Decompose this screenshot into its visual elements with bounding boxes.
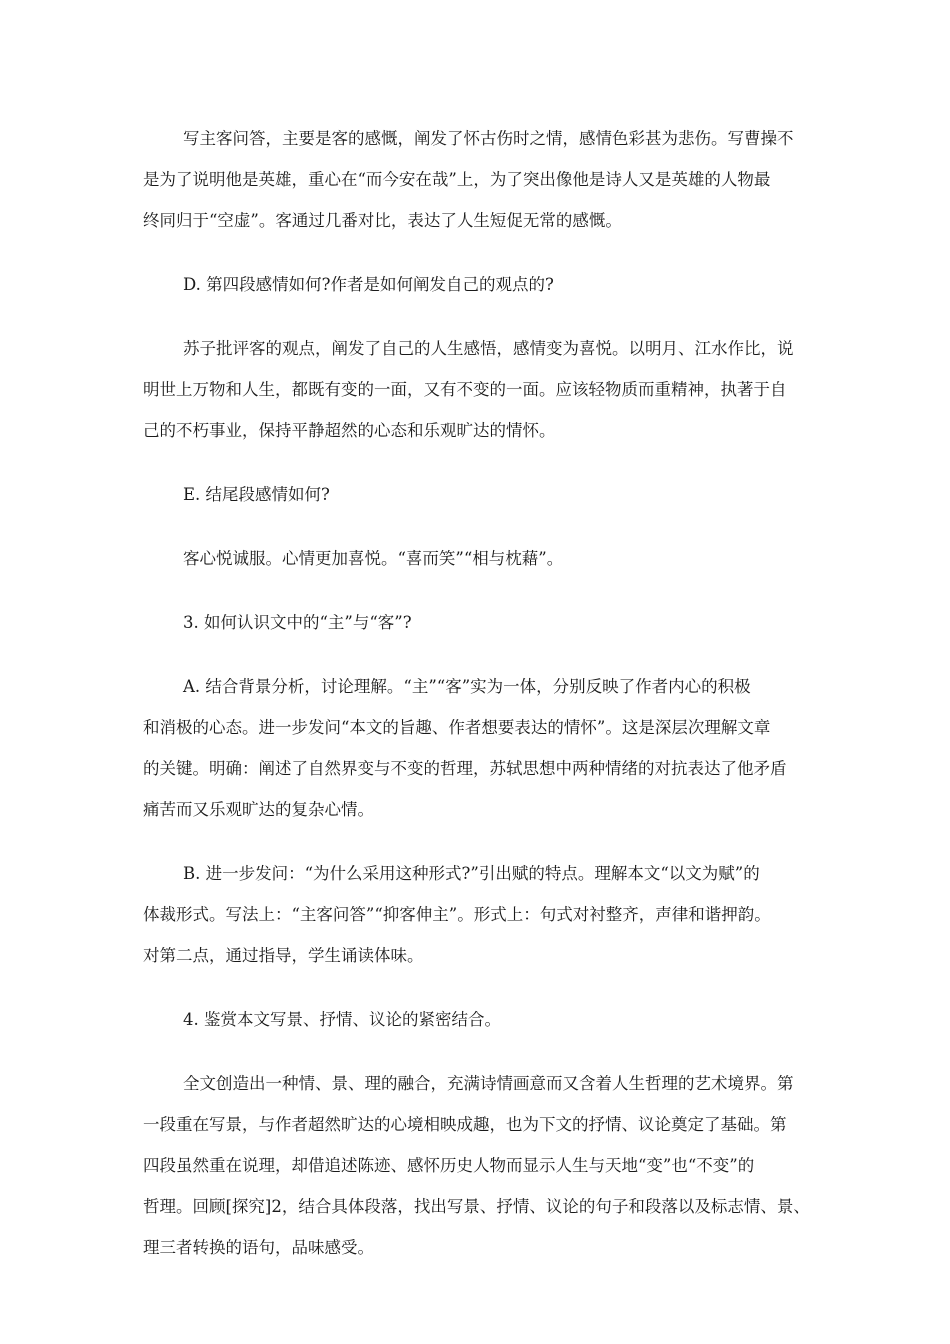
text-line: 苏子批评客的观点，阐发了自己的人生感悟，感情变为喜悦。以明月、江水作比，说 bbox=[183, 339, 794, 358]
text-line: 四段虽然重在说理，却借追述陈迹、感怀历史人物而显示人生与天地“变”也“不变”的 bbox=[143, 1156, 755, 1175]
paragraph-gap bbox=[143, 830, 823, 853]
text-line: 理三者转换的语句，品味感受。 bbox=[143, 1238, 374, 1257]
answer-3b bbox=[143, 853, 823, 976]
paragraph-gap bbox=[143, 1040, 823, 1063]
text-line: 体裁形式。写法上：“主客问答”“抑客伸主”。形式上：句式对衬整齐，声律和谐押韵。 bbox=[143, 905, 771, 924]
question-d bbox=[143, 264, 823, 305]
text-line: 客心悦诚服。心情更加喜悦。“喜而笑”“相与枕藉”。 bbox=[183, 549, 564, 568]
text-line: 全文创造出一种情、景、理的融合，充满诗情画意而又含着人生哲理的艺术境界。第 bbox=[183, 1074, 794, 1093]
answer-3a bbox=[143, 666, 823, 830]
text-line: 哲理。回顾[探究]2，结合具体段落，找出写景、抒情、议论的句子和段落以及标志情、景、 bbox=[143, 1197, 810, 1216]
paragraph-gap bbox=[143, 643, 823, 666]
text-line: 己的不朽事业，保持平静超然的心态和乐观旷达的情怀。 bbox=[143, 421, 556, 440]
paragraph-gap bbox=[143, 579, 823, 602]
text-line: E. 结尾段感情如何? bbox=[183, 485, 330, 504]
text-line: 是为了说明他是英雄，重心在“而今安在哉”上，为了突出像他是诗人又是英雄的人物最 bbox=[143, 170, 771, 189]
paragraph-gap bbox=[143, 305, 823, 328]
text-line: A. 结合背景分析，讨论理解。“主”“客”实为一体，分别反映了作者内心的积极 bbox=[183, 677, 751, 696]
answer-e bbox=[143, 538, 823, 579]
text-line: B. 进一步发问：“为什么采用这种形式?”引出赋的特点。理解本文“以文为赋”的 bbox=[183, 864, 760, 883]
text-line: 一段重在写景，与作者超然旷达的心境相映成趣，也为下文的抒情、议论奠定了基础。第 bbox=[143, 1115, 787, 1134]
text-line: 终同归于“空虚”。客通过几番对比，表达了人生短促无常的感慨。 bbox=[143, 211, 622, 230]
text-line: 的关键。明确：阐述了自然界变与不变的哲理，苏轼思想中两种情绪的对抗表达了他矛盾 bbox=[143, 759, 787, 778]
question-4 bbox=[143, 999, 823, 1040]
answer-4 bbox=[143, 1063, 823, 1268]
text-line: D. 第四段感情如何?作者是如何阐发自己的观点的? bbox=[183, 275, 554, 294]
paragraph-gap bbox=[143, 241, 823, 264]
text-line: 和消极的心态。进一步发问“本文的旨趣、作者想要表达的情怀”。这是深层次理解文章 bbox=[143, 718, 771, 737]
paragraph-gap bbox=[143, 515, 823, 538]
question-e bbox=[143, 474, 823, 515]
paragraph-gap bbox=[143, 451, 823, 474]
paragraph-gap bbox=[143, 976, 823, 999]
answer-d bbox=[143, 328, 823, 451]
text-line: 写主客问答，主要是客的感慨，阐发了怀古伤时之情，感情色彩甚为悲伤。写曹操不 bbox=[183, 129, 794, 148]
text-line: 3. 如何认识文中的“主”与“客”? bbox=[183, 613, 412, 632]
text-line: 对第二点，通过指导，学生诵读体味。 bbox=[143, 946, 424, 965]
question-3 bbox=[143, 602, 823, 643]
document-body bbox=[143, 118, 823, 1268]
text-line: 4. 鉴赏本文写景、抒情、议论的紧密结合。 bbox=[183, 1010, 501, 1029]
paragraph-host-guest-dialogue bbox=[143, 118, 823, 241]
text-line: 痛苦而又乐观旷达的复杂心情。 bbox=[143, 800, 374, 819]
text-line: 明世上万物和人生，都既有变的一面，又有不变的一面。应该轻物质而重精神，执著于自 bbox=[143, 380, 787, 399]
